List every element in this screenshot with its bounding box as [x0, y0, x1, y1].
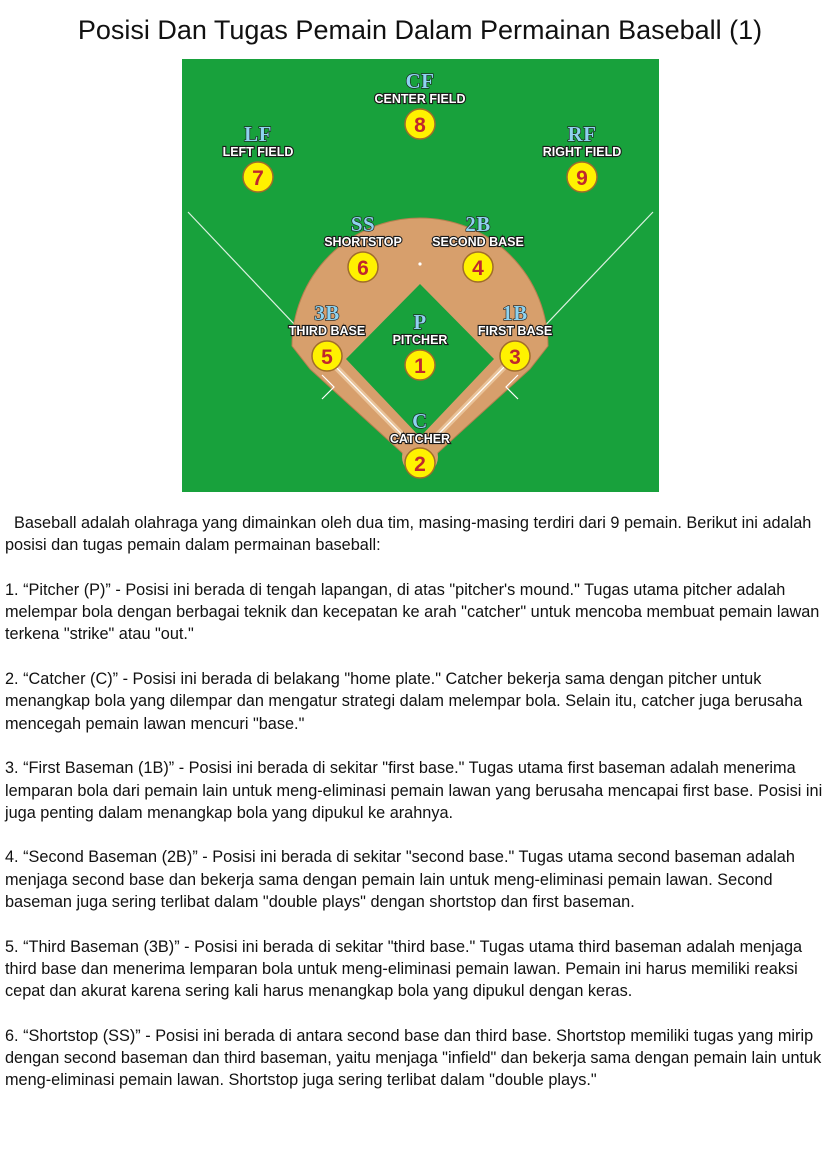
cf-abbr: CF — [405, 69, 435, 93]
intro-paragraph: Baseball adalah olahraga yang dimainkan oleh dua tim, masing-masing terdiri dari 9 pemain. Berikut ini adalah posisi dan tugas pemain dalam permainan baseball: — [5, 514, 812, 555]
second-base-marker — [418, 262, 421, 265]
1b-number: 3 — [509, 346, 521, 369]
2b-abbr: 2B — [465, 212, 491, 236]
ss-name: SHORTSTOP — [324, 235, 402, 249]
p-name: PITCHER — [392, 333, 448, 347]
2b-number: 4 — [472, 257, 484, 280]
c-number: 2 — [414, 453, 426, 476]
rf-name: RIGHT FIELD — [542, 145, 622, 159]
2b-name: SECOND BASE — [432, 235, 524, 249]
third-baseman-paragraph: 5. “Third Baseman (3B)” - Posisi ini berada di sekitar "third base." Tugas utama third baseman adalah menjaga third base dan menerima lemparan bola untuk meng-eliminasi pemain lawan. Pemain ini harus memiliki reaksi cepat dan akurat karena sering kali harus menangkap bola yang dipukul dengan keras. — [5, 937, 803, 1001]
baseball-field-diagram — [182, 59, 659, 492]
cf-name: CENTER FIELD — [374, 92, 466, 106]
article-body — [5, 512, 835, 1114]
lf-number: 7 — [252, 167, 264, 190]
p-number: 1 — [414, 355, 426, 378]
c-abbr: C — [412, 409, 428, 433]
lf-abbr: LF — [244, 122, 272, 146]
first-baseman-paragraph: 3. “First Baseman (1B)” - Posisi ini berada di sekitar "first base." Tugas utama first baseman adalah menerima lemparan bola dari pemain lain untuk meng-eliminasi pemain lawan yang berusaha mencapai first base. Posisi ini juga penting dalam menangkap bola yang dipukul ke arahnya. — [5, 759, 823, 822]
1b-abbr: 1B — [502, 301, 528, 325]
1b-name: FIRST BASE — [477, 324, 553, 338]
3b-number: 5 — [321, 346, 333, 369]
c-name: CATCHER — [389, 432, 451, 446]
3b-abbr: 3B — [314, 301, 340, 325]
cf-number: 8 — [414, 114, 426, 137]
3b-name: THIRD BASE — [288, 324, 366, 338]
pitcher-paragraph: 1. “Pitcher (P)” - Posisi ini berada di tengah lapangan, di atas "pitcher's mound." Tugas utama pitcher adalah melempar bola dengan berbagai teknik dan kecepatan ke arah "catcher" untuk mencoba membuat pemain lawan terkena "strike" atau "out." — [5, 580, 820, 644]
page-title: Posisi Dan Tugas Pemain Dalam Permainan Baseball (1) — [77, 15, 763, 45]
catcher-paragraph: 2. “Catcher (C)” - Posisi ini berada di belakang "home plate." Catcher bekerja sama dengan pitcher untuk menangkap bola yang dilempar dan mengatur strategi dalam melempar bola. Selain itu, catcher juga berusaha mencegah pemain lawan mencuri "base." — [5, 670, 803, 733]
ss-number: 6 — [357, 257, 369, 280]
lf-name: LEFT FIELD — [222, 145, 294, 159]
ss-abbr: SS — [350, 212, 376, 236]
p-abbr: P — [413, 310, 427, 334]
rf-number: 9 — [576, 167, 588, 190]
second-baseman-paragraph: 4. “Second Baseman (2B)” - Posisi ini berada di sekitar "second base." Tugas utama second baseman adalah menjaga second base dan bekerja sama dengan pemain lain untuk meng-eliminasi pemain lawan. Second baseman juga sering terlibat dalam "double plays" dengan shortstop dan first baseman. — [5, 848, 795, 912]
rf-abbr: RF — [567, 122, 597, 146]
shortstop-paragraph: 6. “Shortstop (SS)” - Posisi ini berada di antara second base dan third base. Shortstop memiliki tugas yang mirip dengan second baseman dan third baseman, yaitu menjaga "infield" dan bekerja sama dengan pemain lain untuk meng-eliminasi pemain lawan. Shortstop juga sering terlibat dalam "double plays." — [5, 1026, 822, 1090]
